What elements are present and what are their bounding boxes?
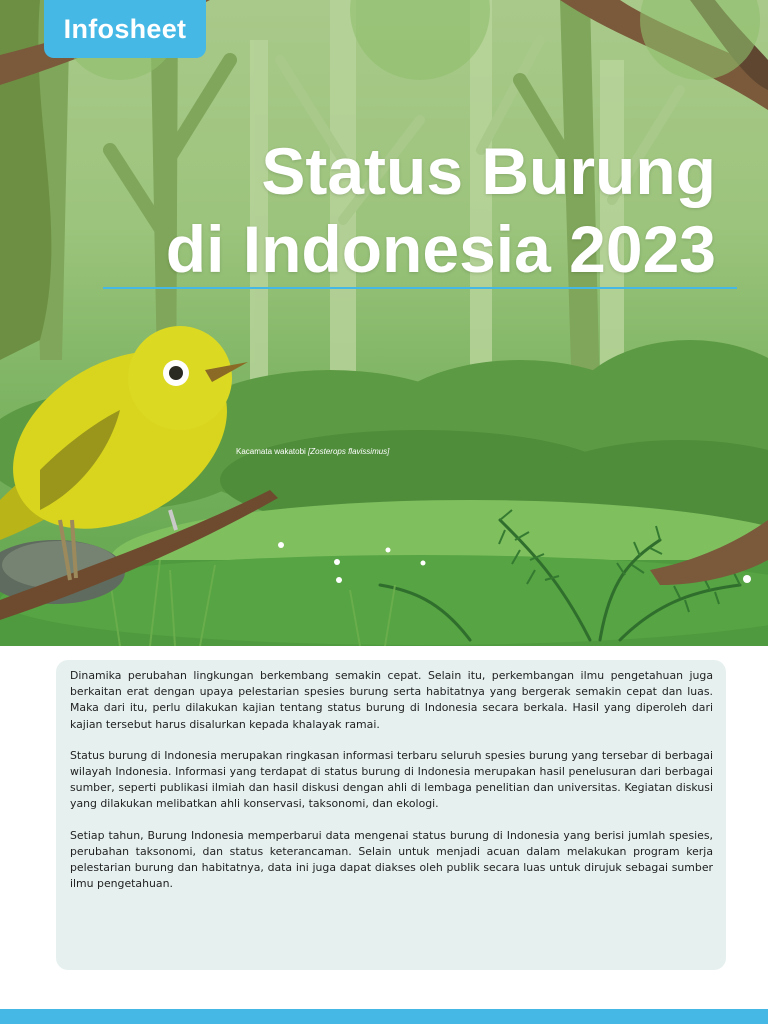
image-caption bbox=[236, 447, 389, 456]
paragraph-2: Status burung di Indonesia merupakan ringkasan informasi terbaru seluruh spesies burung yang tersebar di berbagai wilayah Indonesia. Informasi yang terdapat di status burung di Indonesia merupakan hasil penelusuran dari berbagai sumber, seperti publikasi ilmiah dan hasil diskusi dengan ahli di lembaga penelitian dan universitas. Kegiatan diskusi yang dilakukan melibatkan ahli konservasi, taksonomi, dan ekologi. bbox=[70, 748, 713, 811]
footer-accent-bar bbox=[0, 1009, 768, 1024]
page-title bbox=[166, 132, 716, 288]
title-line-2: di Indonesia 2023 bbox=[165, 212, 716, 286]
caption-common-name: Kacamata wakatobi bbox=[236, 447, 309, 456]
paragraph-1: Dinamika perubahan lingkungan berkembang semakin cepat. Selain itu, perkembangan ilmu pengetahuan juga berkaitan erat dengan upaya pelestarian spesies burung serta habitatnya yang bergerak semakin cepat dan luas. Maka dari itu, perlu dilakukan kajian tentang status burung di Indonesia secara berkala. Hasil yang diperoleh dari kajian tersebut harus disalurkan kepada khalayak ramai. bbox=[70, 669, 713, 731]
intro-text-panel bbox=[56, 660, 726, 970]
infosheet-badge: Infosheet bbox=[44, 0, 206, 58]
caption-scientific-name: [Zosterops flavissimus] bbox=[308, 447, 390, 456]
title-line-1: Status Burung bbox=[261, 134, 716, 208]
paragraph-3: Setiap tahun, Burung Indonesia memperbarui data mengenai status burung di Indonesia yang berisi jumlah spesies, perubahan taksonomi, dan status keterancaman. Selain untuk menjadi acuan dalam melakukan program kerja pelestarian burung dan habitatnya, data ini juga dapat diakses oleh publik secara luas untuk dirujuk sebagai sumber ilmu pengetahuan. bbox=[70, 828, 713, 891]
title-divider bbox=[103, 287, 737, 289]
